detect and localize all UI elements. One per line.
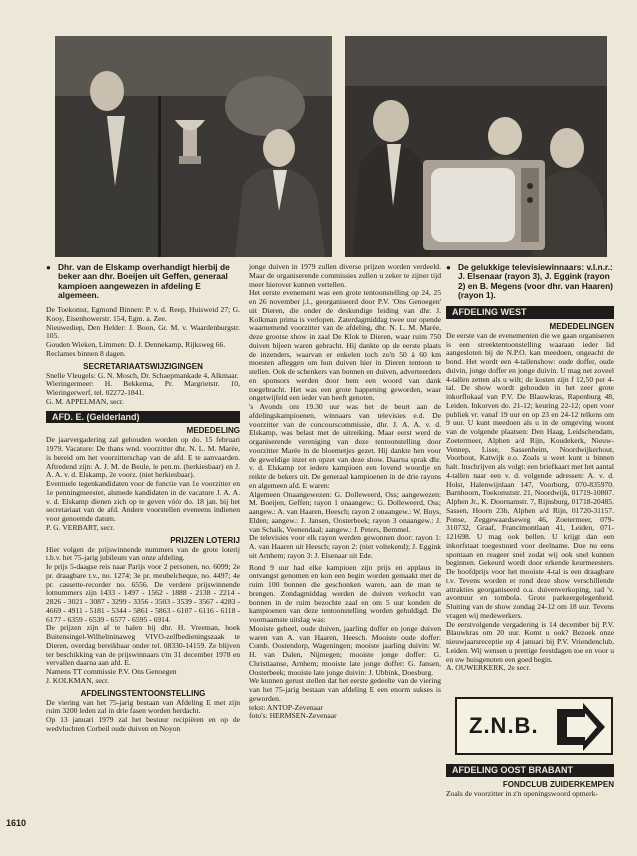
column-1 — [46, 263, 240, 734]
article-paragraph-3: 's Avonds om 19.30 uur was het de beurt aan de afdelingskampioenen, winnaars van televisies e.d. De voorzitter van de concourscommissie, dhr. J. A. A. v. d. Elskamp, was belast met de uitreiking. Maar eerst werd de organiserende vereniging van deze tentoonstelling door voorzitter Marée in de bloemetjes gezet. Hij dankte hen voor de geweldige inzet en opzet van deze show. Daarna sprak dhr. v. d. Elskamp tot iedere kampioen een lovend woordje en reikte de bekers uit. De generaal kampioenen in de drie rayons en algemeen afd. E waren: — [249, 402, 441, 490]
photo-trophy-presentation — [55, 36, 332, 257]
secretary-text: Snelle Vleugels: G. N. Mosch, Dr. Schaepmankade 4, Alkmaar. Wieringermeer: H. Bekkema, Pr. Margrietstr. 10, Wieringerwerf, tel. 02272-1841. — [46, 370, 240, 398]
tentoonstelling-text: De viering van het 75-jarig bestaan van Afdeling E met zijn ruim 3200 leden zal in drie fasen worden herdacht. Op 13 januari 1979 zal het bestuur recipiëren en op de wedvluchten Corbeil oude duiven en Noyon — [46, 697, 240, 733]
text-credit: tekst: ANTOP-Zevenaar — [249, 702, 323, 712]
afdeling-oost-brabant-band: AFDELING OOST BRABANT — [446, 764, 614, 777]
article-paragraph-8: We kunnen gerust stellen dat het eerste gedeelte van de viering van het 75-jarig bestaan van afdeling E een enorm sukses is geworden. — [249, 676, 441, 703]
prijzen-signature: Namens TT commissie P.V. Ons Genoegen J. KOLKMAN, secr. — [46, 667, 177, 685]
afdeling-west-band: AFDELING WEST — [446, 306, 614, 319]
znb-logo-text: Z.N.B. — [469, 713, 539, 738]
addresses-text: De Toekomst, Egmond Binnen: P. v. d. Reep, Huisweid 27; G. Kooy, Eisenhowerstr. 154, Egm. a. Zee. Nieuwediep, Den Helder: J. Boon, Gr. M. v. Waardenburgstr. 105. Gouden Wieken, Limmen: D. J. Dennekamp, Rijksweg 66. Reclames binnen 8 dagen. — [46, 305, 240, 358]
trophy-photo-image — [55, 36, 332, 257]
fondclub-heading: FONDCLUB ZUIDERKEMPEN — [502, 779, 614, 789]
znb-arrow-icon — [553, 703, 609, 751]
afdeling-west-signature: A. OUWERKERK, 2e secr. — [446, 663, 531, 673]
article-paragraph-2: Het eerste evenement was een grote tentoonstelling op 24, 25 en 26 november j.l., georganiseerd door P.V. 'Ons Genoegen' uit Dieren, die onder de deskundige leiding van dhr. J. Kolkman prima is verlopen. Zaterdagmiddag twee uur opende waarnemend voorzitter van de afdeling, dhr. N. L. M. Marée, deze grootse show in zaal De Klok te Dieren, waar ruim 750 duiven bijeen waren gebracht. Hij dankte op de eerste plaats de inzenders, waarvan er enkelen toch zo'n 50 à 60 km moesten afleggen om hun duiven hier in Dieren tentoon te stellen. Ook de schenkers van bonnen en duiven, adverteerders en sponsors werden door hem een woord van dank toegebracht. Het was een grote happening geworden, waar ongetwijfeld een ieder van heeft genoten. — [249, 288, 441, 403]
article-paragraph-1: jonge duiven in 1979 zullen diverse prijzen worden verdeeld. Maar de organiserende commissies zullen u zeker te zijner tijd meer hierover kunnen vertellen. — [249, 262, 441, 289]
photo-caption-right: ● De gelukkige televisiewinnaars: v.l.n.r.: J. Elsenaar (rayon 3), J. Eggink (rayon 2) en B. Megens (voor dhr. van Haaren) (rayon 1). — [446, 263, 614, 300]
column-2 — [249, 263, 441, 721]
afdeling-west-text: De eerste van de evenementen die we gaan organiseren is een streektentoonstelling waaraan ieder lid aangesloten bij de N.P.O. kan meedoen, ongeacht de bond. Het wordt een 4-tallenshow: oude doffer, oude duivin, jonge doffer en jonge duivin. U mag net zoveel 4-tallen zetten als u wilt; de kosten zijn f 12,50 per 4-tal. De show wordt gehouden in het zeer grote inkorflokaal van P.V. De Blauwkras, Rapenburg 48, Leiden. Inkorven do. 21-12; keuring 22-12; open voor publiek vr. vanaf 19 uur en op 23 en 24-12 telkens om 9 uur. U kunt meedoen als u in de omgeving woont van de volgende plaatsen: Den Haag, Leidschendam, Zoetermeer, Alphen a/d Rijn, Koudekerk, Nieuw-Vennep, Lisse, Sassenheim, Noordwijkerhout, Voorhout, Katwijk e.o. Zoals u weet kunt u binnen halt. Inschrijven als volgt: een briefkaart met het aantal 4-tallen naar een v. d. volgende adressen: A. v. d. Holst, Halenwijnlaan 147, Voorburg, 070-835970. Barnhoorn, Toekomststr. 21, Noordwijk, 01719-10807. Alphen Jr., K. Doornamstr. 7, Rijnsburg, 01718-20485. Sassen, Hoorn 23b, Alphen a/d Rijn, 01720-31157. Ponse, Zeggewaardseweg 46, Zoetermeer, 079-310732, Graaf, Francimontlaan 41, Leiden, 071-121698. U mag ook bellen. U krijgt dan een inkorfstaat toegestuurd voor deelname. Doe nu eens spontaan en reageer snel zodat wij ook snel kunnen beginnen. Gekeurd wordt door erkende keurmeesters. De hoofdprijs voor het mooiste 4-tal is een draagbare t.v. Tevens worden er rond deze show verschillende attrakties georganiseerd o.a. duivenverkoping, rad 'v. avontuur en tombola. Grote parkeergelegenheid. Sluiting van de show zondag 24-12 om 18 uur. Tevens vragen wij medewerkers. De eerstvolgende vergadering is 14 december bij P.V. Blauwkras om 20 uur. Komt u ook? Bezoek onze nieuwjaarsreceptie op 4 januari bij P.V. Vriendenclub, Leiden. Wij wensen u prettige feestdagen toe en voor u en uw huisgenoten een goed begin. — [446, 330, 614, 664]
article-paragraph-4: Algemeen Onaangewezen: G. Dolleweerd, Oss; aangewezen: M. Boeijen, Geffen; rayon 1 onaangew.: G. Dolleweerd, Oss; aangew.: A. van Haaren, Heesch; rayon 2 onaangew.: W. Buys, Elden; aangew.: J. Jansen, Oosterbeek; rayon 3 onaangew.: J. van Schaik, Veenendaal; aangew.: J. Peters, Bemmel. — [249, 489, 441, 534]
photo-television-winners — [345, 36, 607, 257]
column-3 — [446, 263, 614, 673]
page-number: 1610 — [6, 818, 27, 828]
photo-caption-left: ● Dhr. van de Elskamp overhandigt hierbij de beker aan dhr. Boeijen uit Geffen, generaal kampioen aangewezen in afdeling E algemeen. — [46, 263, 240, 300]
fondclub-text: Zoals de voorzitter in z'n openingswoord opmerk- — [446, 788, 598, 798]
photo-credit: foto's: HERMSEN-Zevenaar — [249, 711, 337, 721]
article-paragraph-5: De televisies voor elk rayon werden gewonnen door: rayon 1: A. van Haaren uit Heesch; rayon 2: (niet voltekend); J. Eggink uit Arnhem; rayon 3: J. Elsenaar uit Ede. — [249, 533, 441, 560]
column-3-bottom — [446, 760, 614, 799]
secretary-signature: G. M. APPELMAN, secr. — [46, 396, 124, 406]
prijzen-loterij-text: Hier volgen de prijswinnende nummers van de grote loterij t.b.v. het 75-jarig jubileum van onze afdeling. Ie prijs 5-daagse reis naar Parijs voor 2 personen, no. 6099; 2e pr. draagbare t.v., no. 1274; 3e pr. meubelcheque, no. 4497; 4e pr. cassette-recorder no. 6556. De verdere prijswinnende lotnummers zijn 1433 - 1497 - 1562 - 1888 - 2138 - 2214 - 2826 - 3021 - 3087 - 3299 - 3356 - 3503 - 3539 - 3567 - 4283 - 4669 - 4911 - 5181 - 5344 - 5861 - 5863 - 6107 - 6116 - 6118 - 6177 - 6359 - 6539 - 6577 - 6595 - 6914. De prijzen zijn af te halen bij dhr. H. Vreeman, hoek Buitensingel-Wilhelminaweg VIVO-zelfbedieningszaak te Dieren, overdag bereikbaar onder tel. 08330-14159. Ze blijven ter beschikking van de prijswinnaars t/m 31 december 1978 en vervallen daarna aan afd. E. — [46, 544, 240, 668]
tentoonstelling-heading: AFDELINGSTENTOONSTELLING — [80, 688, 206, 698]
mededeling-text: De jaarvergadering zal gehouden worden op do. 15 februari 1979. Vacature: De thans wnd. voorzitter dhr. N. L. M. Marée, is bereid om het voorzitterschap van de afd. E te aanvaarden. Aftredend zijn: A. J. M. de Beule, le pen.m. (herkiesbaar) en J. A. A. v. d. Elskamp, 2e voorz. (niet herkiesbaar). Eventuele tegenkandidaten voor de functie van 1e voorzitter en 1e penningmeester, alsmede kandidaten in de vacature J. A. A. v. d. Elskamp dienen zich op te geven vóór do. 18 jan. bij het secretariaat van de afd. Andere voorstellen eveneens indienen voor genoemde datum. — [46, 435, 240, 524]
znb-logo — [455, 697, 613, 755]
tv-photo-image — [345, 36, 607, 257]
mededelingen-heading: MEDEDELINGEN — [549, 321, 614, 331]
mededeling-heading: MEDEDELING — [186, 426, 240, 436]
article-paragraph-6: Rond 9 uur had elke kampioen zijn prijs en applaus in ontvangst genomen en kon een begin worden gemaakt met de ruim 100 bonnen die geschonken waren, aan de man te brengen. Zondagmiddag werden de duiven verkocht van bonnen in de ruim bezochte zaal en om 5 uur konden de kampioenen van deze tentoonstelling worden gehuldigd. De voornaamste uitslag was: — [249, 562, 441, 624]
secretary-heading: SECRETARIAATSWIJZIGINGEN — [83, 361, 203, 371]
prijzen-loterij-heading: PRIJZEN LOTERIJ — [170, 535, 240, 545]
mededeling-signature: P. G. VERBART, secr. — [46, 522, 115, 532]
afdeling-e-band: AFD. E. (Gelderland) — [46, 411, 240, 424]
article-paragraph-7: Mooiste geheel, oude duiven, jaarling doffer en jonge duiven waren van A. van Haaren, Heesch. Mooiste oude doffer: Comb. Oostendorp, Wageningen; mooiste jaarling duivin: W. H. van Dalen, Nijmegen; mooiste jonge doffer: G. Christiaanse, Arnhem; mooiste late jonge doffer: G. Jansen, Oosterbeek; mooiste late jonge duivin: J. Ubbink, Doesburg. — [249, 623, 441, 677]
